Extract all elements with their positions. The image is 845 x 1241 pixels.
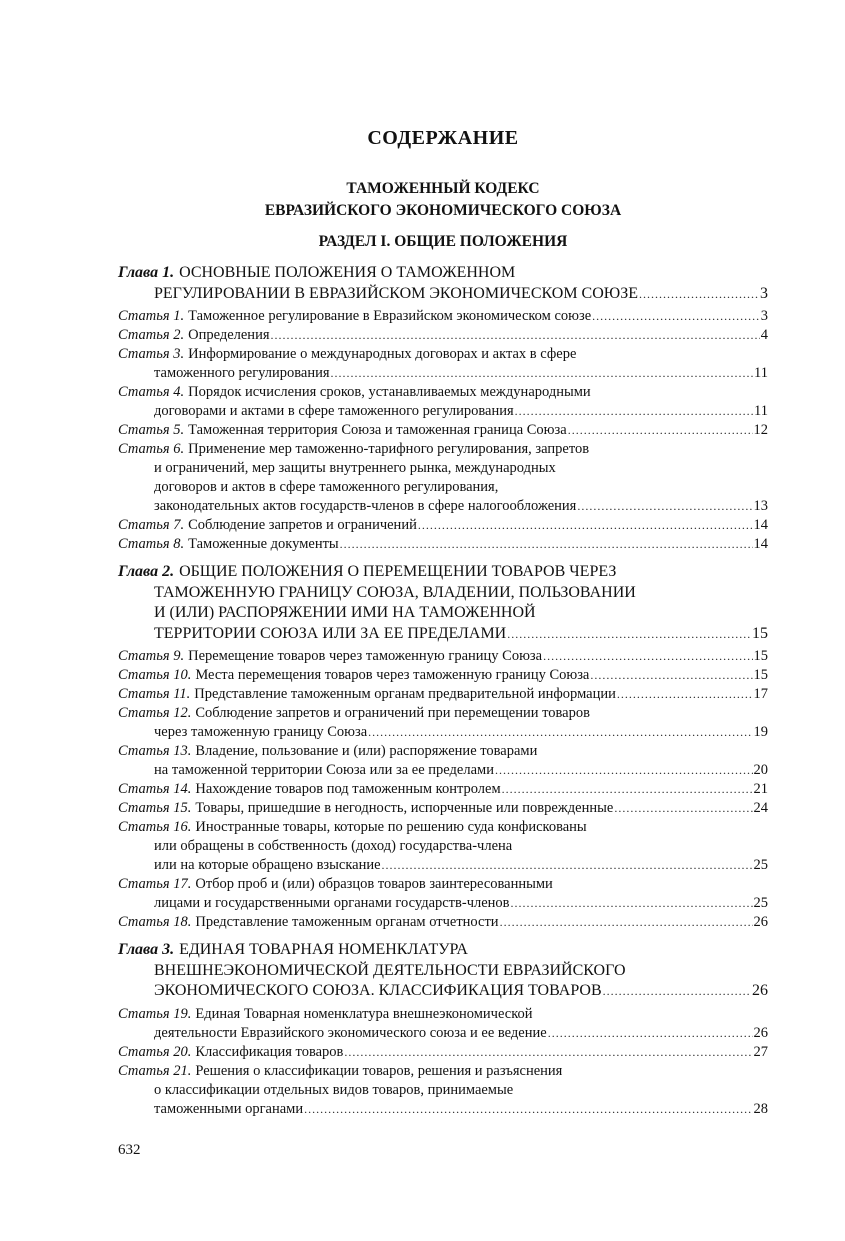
article-page: 24 xyxy=(753,800,768,816)
article-title-text: Места перемещения товаров через таможенную границу Союза xyxy=(195,667,590,683)
article-page: 11 xyxy=(754,403,768,419)
chapter-page: 15 xyxy=(752,624,768,642)
page-number: 632 xyxy=(118,1142,141,1158)
article-entry xyxy=(118,383,768,421)
article-page: 20 xyxy=(753,762,768,778)
article-page: 12 xyxy=(753,422,768,438)
article-page: 14 xyxy=(753,517,768,533)
chapter-title-text: ТЕРРИТОРИИ СОЮЗА ИЛИ ЗА ЕЕ ПРЕДЕЛАМИ xyxy=(154,624,507,642)
article-line xyxy=(118,364,768,383)
article-line xyxy=(118,913,768,932)
article-line xyxy=(118,516,768,535)
article-title-text: деятельности Евразийского экономического союза и ее ведение xyxy=(154,1024,547,1041)
leader-dots xyxy=(543,647,752,666)
chapter-title-text: РЕГУЛИРОВАНИИ В ЕВРАЗИЙСКОМ ЭКОНОМИЧЕСКОМ СОЮЗЕ xyxy=(154,284,638,302)
leader-dots xyxy=(590,666,752,685)
article-line xyxy=(118,647,768,666)
article-number: Статья 21. xyxy=(118,1062,192,1079)
article-entry xyxy=(118,535,768,554)
article-title-text: Представление таможенным органам отчетности xyxy=(195,914,499,930)
article-number: Статья 8. xyxy=(118,536,185,552)
article-entry xyxy=(118,345,768,383)
chapter-heading xyxy=(118,562,768,644)
article-line xyxy=(118,307,768,326)
leader-dots xyxy=(507,624,751,645)
article-title-text: и ограничений, мер защиты внутреннего рынка, международных xyxy=(154,460,556,476)
article-entry xyxy=(118,1043,768,1062)
chapter xyxy=(118,940,768,1119)
article-line xyxy=(118,818,768,837)
article-page: 17 xyxy=(753,686,768,702)
article-line xyxy=(118,383,768,402)
article-page: 13 xyxy=(753,498,768,514)
leader-dots xyxy=(548,1024,753,1043)
chapter-page: 3 xyxy=(760,284,768,302)
chapter-title-text: ОБЩИЕ ПОЛОЖЕНИЯ О ПЕРЕМЕЩЕНИИ ТОВАРОВ ЧЕРЕЗ xyxy=(179,563,617,580)
article-title-text: Информирование о международных договорах и актах в сфере xyxy=(188,346,577,362)
article-title-text: о классификации отдельных видов товаров, принимаемые xyxy=(154,1081,514,1098)
leader-dots xyxy=(331,364,754,383)
article-title-text: лицами и государственными органами государств-членов xyxy=(154,895,510,911)
article-title-text: таможенными органами xyxy=(154,1100,304,1117)
article-line xyxy=(118,478,768,497)
chapter-title-text: ТАМОЖЕННУЮ ГРАНИЦУ СОЮЗА, ВЛАДЕНИИ, ПОЛЬЗОВАНИИ xyxy=(154,583,636,601)
article-number: Статья 15. xyxy=(118,800,192,816)
article-title-text: Решения о классификации товаров, решения и разъяснения xyxy=(195,1062,563,1079)
article-page: 11 xyxy=(754,365,768,381)
article-title-text: Соблюдение запретов и ограничений при перемещении товаров xyxy=(195,705,590,721)
article-line xyxy=(118,1062,768,1081)
article-entry xyxy=(118,666,768,685)
article-entry xyxy=(118,421,768,440)
article-title-text: Представление таможенным органам предварительной информации xyxy=(194,686,616,702)
article-number: Статья 3. xyxy=(118,346,185,362)
chapter-title-line xyxy=(118,562,768,583)
chapter-title-line xyxy=(118,624,768,645)
article-number: Статья 19. xyxy=(118,1005,192,1022)
article-entry xyxy=(118,326,768,345)
article-entry xyxy=(118,704,768,742)
leader-dots xyxy=(592,307,760,326)
chapter-title-line xyxy=(118,940,768,961)
article-number: Статья 10. xyxy=(118,667,192,683)
chapter xyxy=(118,263,768,554)
article-entry xyxy=(118,913,768,932)
article-entry xyxy=(118,1005,768,1043)
code-title-line: ТАМОЖЕННЫЙ КОДЕКС xyxy=(346,180,540,197)
chapter-title-line xyxy=(118,981,768,1002)
article-number: Статья 9. xyxy=(118,648,185,664)
article-page: 19 xyxy=(753,724,768,740)
chapter-title-line xyxy=(118,583,768,604)
article-line xyxy=(118,1100,768,1119)
article-page: 26 xyxy=(753,914,768,930)
article-line xyxy=(118,402,768,421)
article-title-text: Определения xyxy=(188,327,270,343)
article-title-text: Соблюдение запретов и ограничений xyxy=(188,517,417,533)
chapter-number: Глава 2. xyxy=(118,563,175,580)
chapter-number: Глава 1. xyxy=(118,264,175,281)
article-entry xyxy=(118,647,768,666)
chapter-page: 26 xyxy=(752,982,768,999)
article-entry xyxy=(118,780,768,799)
article-number: Статья 4. xyxy=(118,384,185,400)
chapter-title-text: ВНЕШНЕЭКОНОМИЧЕСКОЙ ДЕЯТЕЛЬНОСТИ ЕВРАЗИЙСКОГО xyxy=(154,961,626,979)
leader-dots xyxy=(639,284,759,305)
article-page: 4 xyxy=(760,327,768,343)
chapter-title-line xyxy=(118,284,768,305)
article-number: Статья 20. xyxy=(118,1043,192,1060)
article-title-text: через таможенную границу Союза xyxy=(154,724,368,740)
chapter-title-line xyxy=(118,263,768,284)
article-page: 27 xyxy=(753,1043,768,1060)
table-of-contents xyxy=(118,263,768,1119)
article-number: Статья 1. xyxy=(118,308,185,324)
article-page: 15 xyxy=(753,667,768,683)
article-line xyxy=(118,742,768,761)
article-line xyxy=(118,1005,768,1024)
article-entry xyxy=(118,742,768,780)
article-title-text: Владение, пользование и (или) распоряжение товарами xyxy=(195,743,538,759)
article-title-text: договорами и актами в сфере таможенного регулирования xyxy=(154,403,514,419)
article-title-text: Товары, пришедшие в негодность, испорченные или поврежденные xyxy=(195,800,614,816)
code-title-line: ЕВРАЗИЙСКОГО ЭКОНОМИЧЕСКОГО СОЮЗА xyxy=(264,202,622,219)
article-line xyxy=(118,326,768,345)
article-page: 25 xyxy=(753,895,768,911)
article-line xyxy=(118,421,768,440)
article-title-text: Иностранные товары, которые по решению суда конфискованы xyxy=(195,819,587,835)
article-number: Статья 2. xyxy=(118,327,185,343)
article-title-text: договоров и актов в сфере таможенного регулирования, xyxy=(154,479,499,495)
article-entry xyxy=(118,799,768,818)
article-title-text: Нахождение товаров под таможенным контролем xyxy=(195,781,501,797)
article-title-text: Перемещение товаров через таможенную границу Союза xyxy=(188,648,543,664)
chapter-heading xyxy=(118,263,768,304)
chapter-title-text: И (ИЛИ) РАСПОРЯЖЕНИИ ИМИ НА ТАМОЖЕННОЙ xyxy=(154,604,536,621)
chapter-number: Глава 3. xyxy=(118,941,175,958)
leader-dots xyxy=(271,326,760,345)
chapter-title-line xyxy=(118,603,768,624)
article-entry xyxy=(118,440,768,516)
article-entry xyxy=(118,307,768,326)
article-number: Статья 12. xyxy=(118,705,192,721)
article-title-text: законодательных актов государств-членов в сфере налогообложения xyxy=(154,498,577,514)
leader-dots xyxy=(617,685,753,704)
article-entry xyxy=(118,875,768,913)
article-line xyxy=(118,723,768,742)
article-line xyxy=(118,704,768,723)
article-line xyxy=(118,856,768,875)
leader-dots xyxy=(577,497,752,516)
leader-dots xyxy=(515,402,753,421)
article-line xyxy=(118,459,768,478)
article-page: 15 xyxy=(753,648,768,664)
article-number: Статья 6. xyxy=(118,441,185,457)
article-title-text: Порядок исчисления сроков, устанавливаемых международными xyxy=(188,384,591,400)
article-line xyxy=(118,685,768,704)
article-line xyxy=(118,497,768,516)
leader-dots xyxy=(418,516,753,535)
article-number: Статья 13. xyxy=(118,743,192,759)
article-title-text: или обращены в собственность (доход) государства-члена xyxy=(154,838,513,854)
article-title-text: таможенного регулирования xyxy=(154,365,330,381)
chapter xyxy=(118,562,768,932)
article-number: Статья 14. xyxy=(118,781,192,797)
article-entry xyxy=(118,516,768,535)
article-page: 3 xyxy=(760,308,768,324)
article-line xyxy=(118,761,768,780)
leader-dots xyxy=(495,761,753,780)
leader-dots xyxy=(304,1100,752,1119)
leader-dots xyxy=(502,780,753,799)
leader-dots xyxy=(340,535,753,554)
article-number: Статья 5. xyxy=(118,422,185,438)
leader-dots xyxy=(603,981,751,1002)
article-title-text: Классификация товаров xyxy=(195,1043,344,1060)
article-entry xyxy=(118,685,768,704)
article-number: Статья 17. xyxy=(118,876,192,892)
chapter-title-text: ЭКОНОМИЧЕСКОГО СОЮЗА. КЛАССИФИКАЦИЯ ТОВАРОВ xyxy=(154,982,602,999)
article-page: 14 xyxy=(753,536,768,552)
leader-dots xyxy=(568,421,753,440)
leader-dots xyxy=(500,913,753,932)
chapter-heading xyxy=(118,940,768,1002)
article-page: 25 xyxy=(753,857,768,873)
chapter-title-line xyxy=(118,961,768,982)
article-entry xyxy=(118,1062,768,1119)
article-title-text: Применение мер таможенно-тарифного регулирования, запретов xyxy=(188,441,590,457)
article-title-text: Таможенная территория Союза и таможенная граница Союза xyxy=(188,422,567,438)
article-line xyxy=(118,837,768,856)
leader-dots xyxy=(368,723,752,742)
article-number: Статья 16. xyxy=(118,819,192,835)
article-line xyxy=(118,535,768,554)
code-title xyxy=(118,178,768,222)
article-title-text: Таможенные документы xyxy=(188,536,339,552)
leader-dots xyxy=(382,856,753,875)
leader-dots xyxy=(511,894,753,913)
article-line xyxy=(118,345,768,364)
article-line xyxy=(118,1081,768,1100)
article-line xyxy=(118,440,768,459)
article-line xyxy=(118,875,768,894)
article-title-text: Таможенное регулирование в Евразийском экономическом союзе xyxy=(188,308,592,324)
article-title-text: на таможенной территории Союза или за ее пределами xyxy=(154,762,494,778)
article-number: Статья 11. xyxy=(118,686,191,702)
chapter-title-text: ОСНОВНЫЕ ПОЛОЖЕНИЯ О ТАМОЖЕННОМ xyxy=(179,264,516,281)
article-line xyxy=(118,799,768,818)
article-line xyxy=(118,1024,768,1043)
article-entry xyxy=(118,818,768,875)
article-line xyxy=(118,666,768,685)
article-number: Статья 18. xyxy=(118,914,192,930)
article-number: Статья 7. xyxy=(118,517,185,533)
article-page: 26 xyxy=(753,1024,768,1041)
section-title: РАЗДЕЛ I. ОБЩИЕ ПОЛОЖЕНИЯ xyxy=(318,233,568,250)
article-line xyxy=(118,894,768,913)
article-title-text: Отбор проб и (или) образцов товаров заинтересованными xyxy=(195,876,553,892)
leader-dots xyxy=(344,1043,752,1062)
leader-dots xyxy=(614,799,752,818)
article-title-text: Единая Товарная номенклатура внешнеэкономической xyxy=(195,1005,533,1022)
article-line xyxy=(118,1043,768,1062)
chapter-title-text: ЕДИНАЯ ТОВАРНАЯ НОМЕНКЛАТУРА xyxy=(179,941,468,958)
article-title-text: или на которые обращено взыскание xyxy=(154,857,381,873)
article-page: 28 xyxy=(753,1100,768,1117)
page-title: СОДЕРЖАНИЕ xyxy=(367,127,519,149)
article-line xyxy=(118,780,768,799)
article-page: 21 xyxy=(753,781,768,797)
